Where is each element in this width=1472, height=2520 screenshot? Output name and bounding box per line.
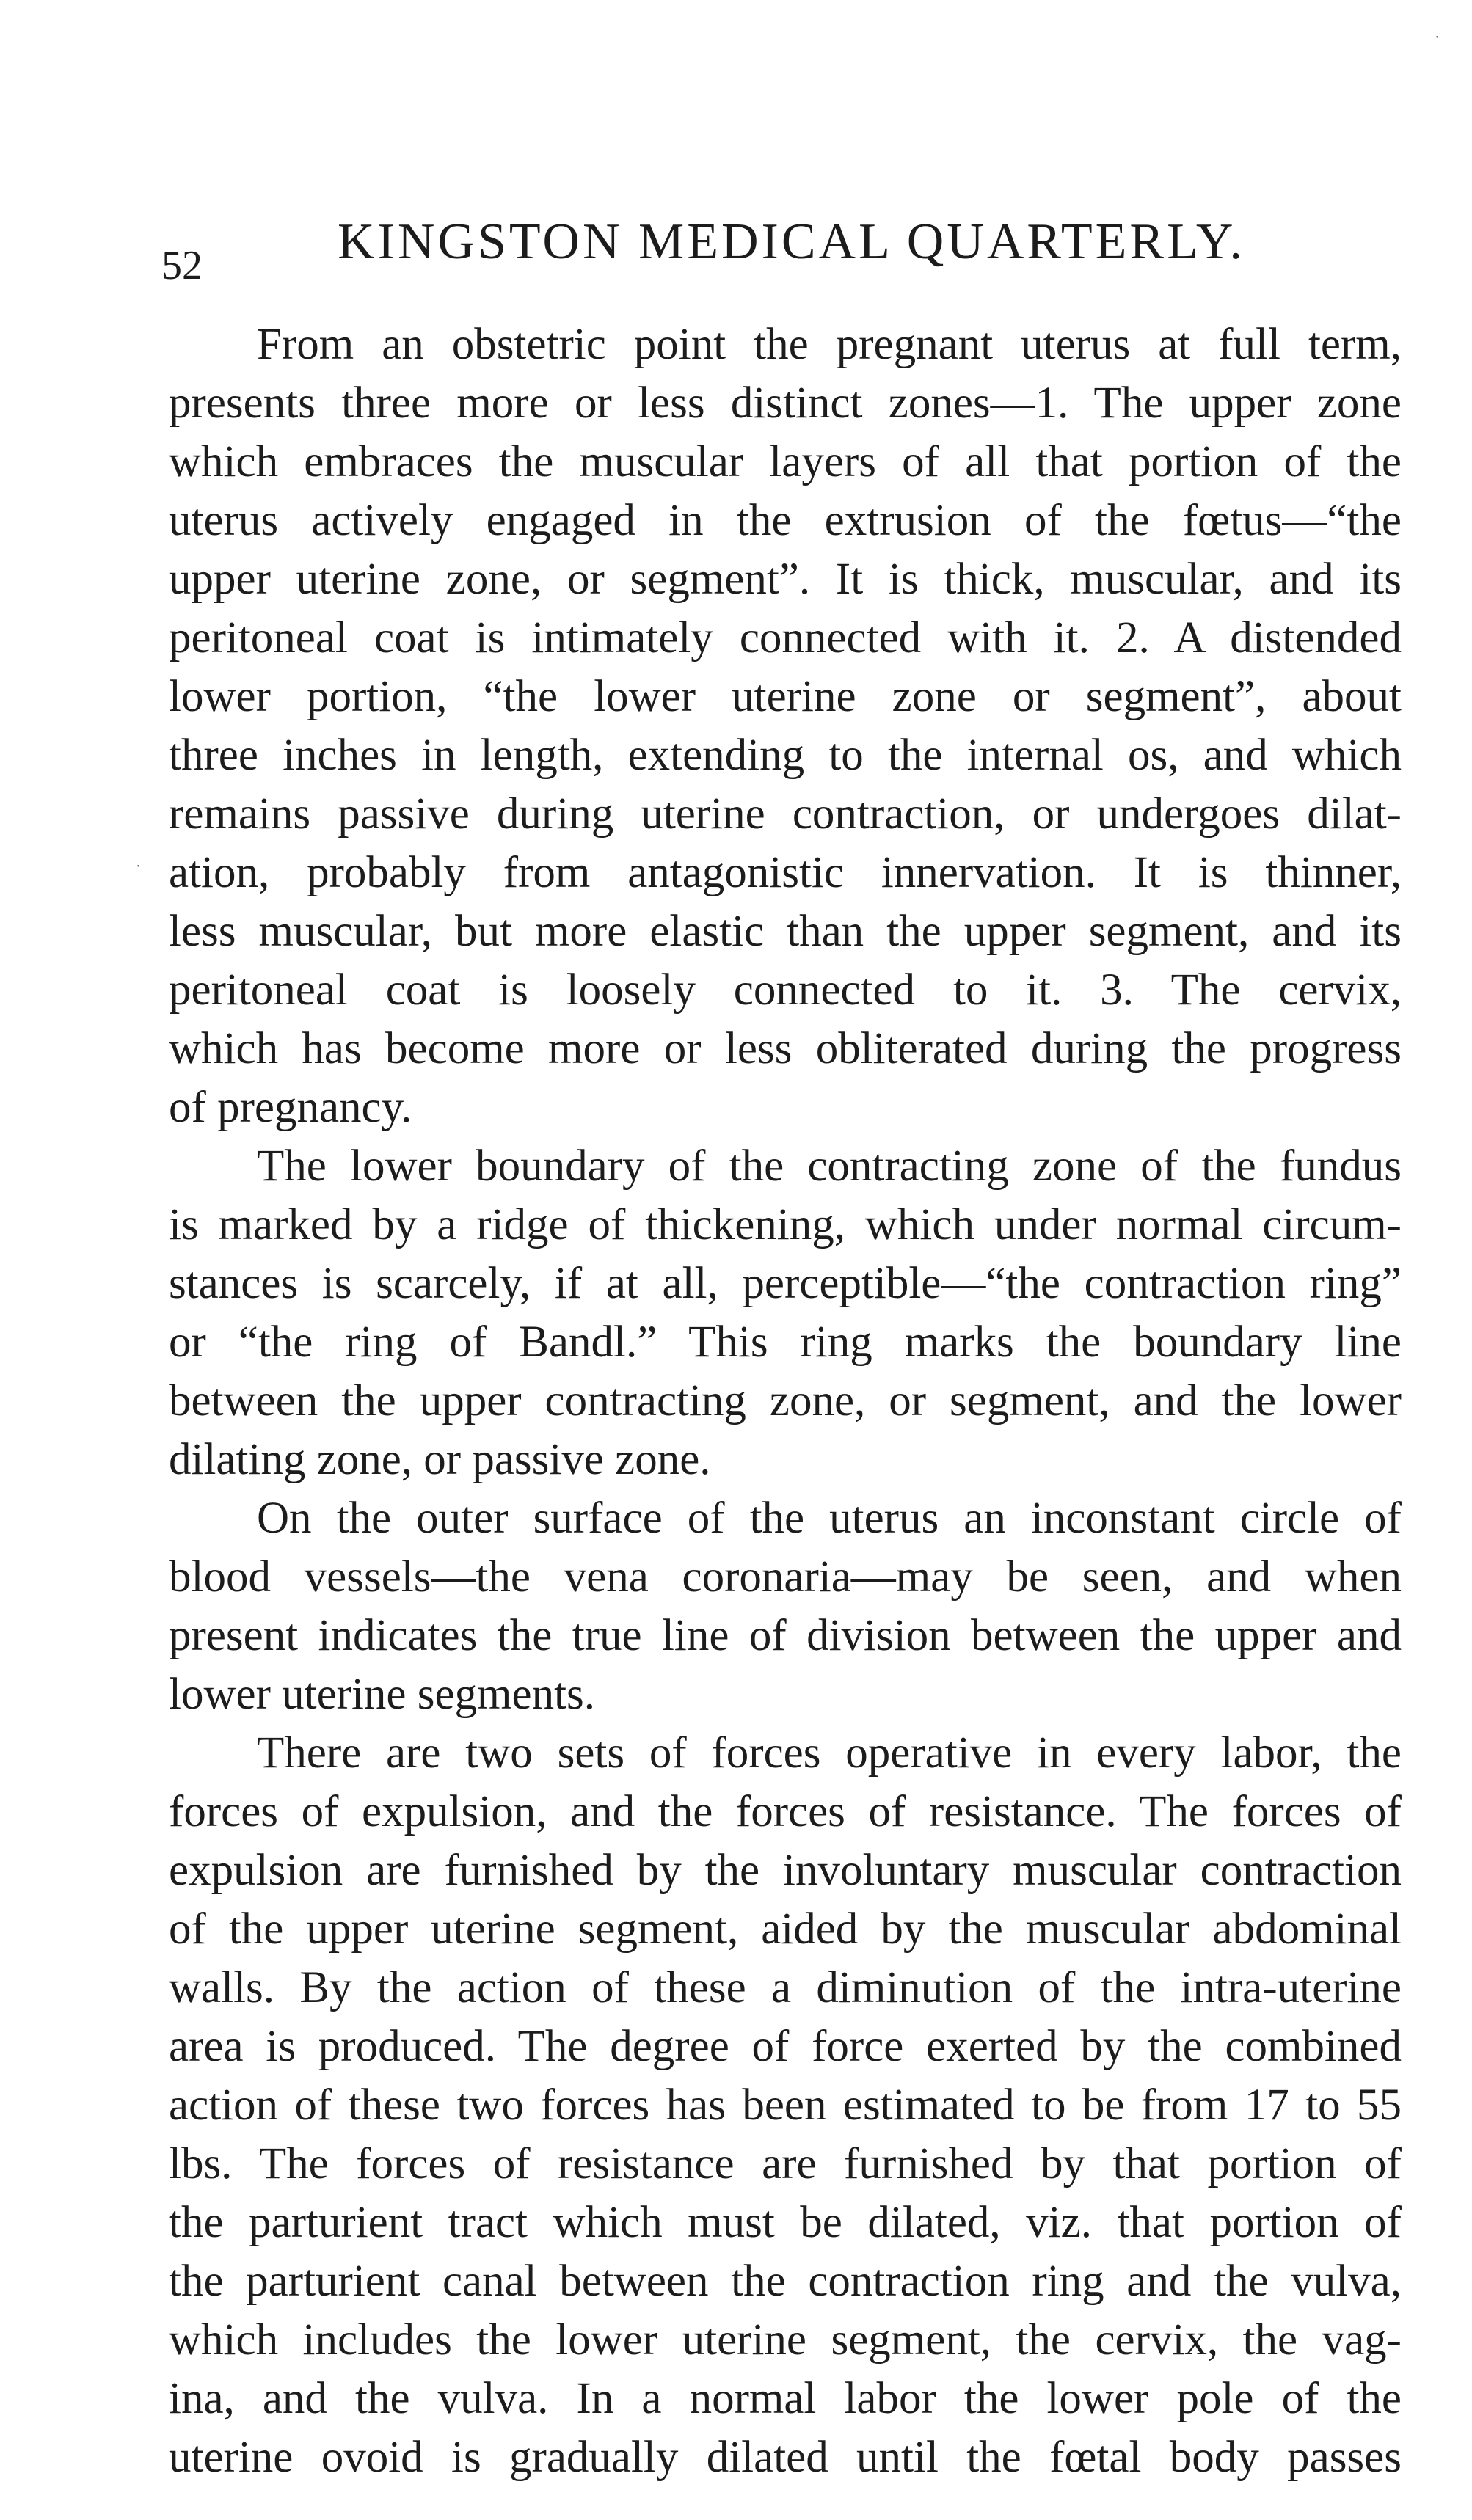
text-line: or “the ring of Bandl.” This ring marks the boundary line (169, 1318, 1402, 1367)
text-line: lower uterine segments. (169, 1670, 596, 1719)
text-line: blood vessels—the vena coronaria—may be seen, and when (169, 1552, 1402, 1602)
text-line: three inches in length, extending to the internal os, and which (169, 731, 1402, 780)
text-line: remains passive during uterine contraction, or undergoes dilat- (169, 789, 1402, 839)
text-line: ation, probably from antagonistic innervation. It is thinner, (169, 848, 1402, 897)
text-line: dilating zone, or passive zone. (169, 1435, 711, 1484)
text-line: which includes the lower uterine segment, the cervix, the vag- (169, 2315, 1402, 2364)
text-line: less muscular, but more elastic than the upper segment, and its (169, 907, 1402, 956)
text-line: forces of expulsion, and the forces of resistance. The forces of (169, 1787, 1402, 1836)
text-line: which embraces the muscular layers of all that portion of the (169, 437, 1402, 486)
text-line: On the outer surface of the uterus an inconstant circle of (257, 1494, 1402, 1543)
text-line: expulsion are furnished by the involuntary muscular contraction (169, 1846, 1402, 1895)
text-line: which has become more or less obliterated during the progress (169, 1024, 1402, 1073)
text-line: peritoneal coat is intimately connected with it. 2. A distended (169, 613, 1402, 662)
scan-speck: · (136, 858, 141, 874)
text-line: is marked by a ridge of thickening, which under normal circum- (169, 1200, 1402, 1249)
text-line: uterine ovoid is gradually dilated until the fœtal body passes (169, 2433, 1402, 2482)
body-text (169, 315, 1402, 2487)
text-line: ina, and the vulva. In a normal labor the lower pole of the (169, 2374, 1402, 2423)
text-line: present indicates the true line of division between the upper and (169, 1611, 1402, 1660)
text-line: walls. By the action of these a diminution of the intra-uterine (169, 1963, 1402, 2012)
page-number: 52 (161, 243, 203, 288)
text-line: the parturient tract which must be dilated, viz. that portion of (169, 2198, 1402, 2247)
scan-speck: · (1435, 29, 1440, 45)
text-line: area is produced. The degree of force exerted by the combined (169, 2022, 1402, 2071)
text-line: stances is scarcely, if at all, perceptible—“the contraction ring” (169, 1259, 1402, 1308)
text-line: There are two sets of forces operative in every labor, the (257, 1728, 1402, 1778)
text-line: The lower boundary of the contracting zone of the fundus (257, 1142, 1402, 1191)
text-line: peritoneal coat is loosely connected to it. 3. The cervix, (169, 965, 1402, 1015)
text-line: uterus actively engaged in the extrusion of the fœtus—“the (169, 496, 1402, 545)
text-line: presents three more or less distinct zones—1. The upper zone (169, 379, 1402, 428)
text-line: of the upper uterine segment, aided by the muscular abdominal (169, 1904, 1402, 1954)
text-line: From an obstetric point the pregnant uterus at full term, (257, 320, 1402, 369)
text-line: between the upper contracting zone, or segment, and the lower (169, 1376, 1402, 1425)
text-line: the parturient canal between the contraction ring and the vulva, (169, 2257, 1402, 2306)
page-header (161, 213, 1424, 293)
text-line: upper uterine zone, or segment”. It is thick, muscular, and its (169, 555, 1402, 604)
text-line: lbs. The forces of resistance are furnished by that portion of (169, 2139, 1402, 2188)
text-line: lower portion, “the lower uterine zone or segment”, about (169, 672, 1402, 721)
text-line: action of these two forces has been estimated to be from 17 to 55 (169, 2081, 1402, 2130)
text-line: of pregnancy. (169, 1083, 412, 1132)
running-title: KINGSTON MEDICAL QUARTERLY. (338, 213, 1245, 270)
